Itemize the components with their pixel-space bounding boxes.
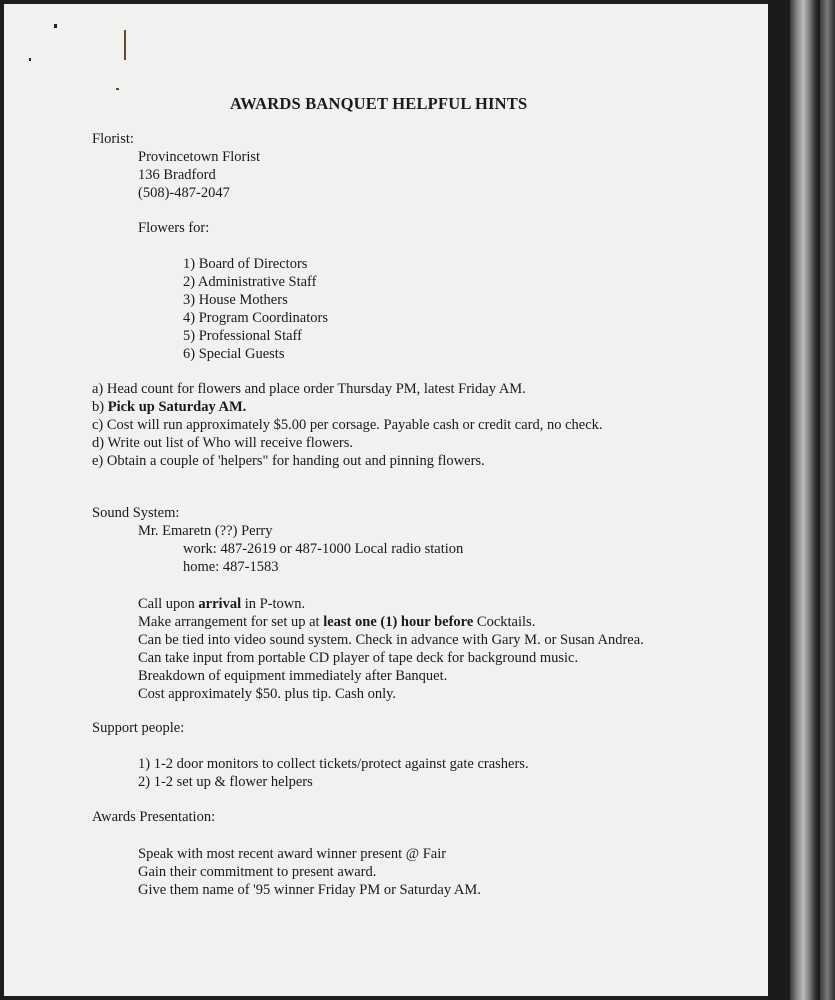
bold-text: least one (1) hour before [323, 614, 474, 630]
sound-work-phone: work: 487-2619 or 487-1000 Local radio station [183, 541, 464, 557]
sound-home-phone: home: 487-1583 [183, 559, 279, 575]
sound-cost-note: Cost approximately $50. plus tip. Cash only. [138, 686, 397, 702]
page-title: AWARDS BANQUET HELPFUL HINTS [230, 94, 528, 113]
sound-setup-note [138, 614, 535, 631]
recipient-item: 1) Board of Directors [183, 256, 308, 272]
florist-note-e: e) Obtain a couple of 'helpers" for handing out and pinning flowers. [92, 453, 485, 469]
section-heading-sound: Sound System: [92, 505, 180, 521]
scan-mark [54, 24, 57, 28]
florist-address: 136 Bradford [138, 167, 216, 183]
florist-note-a: a) Head count for flowers and place order Thursday PM, latest Friday AM. [92, 381, 526, 397]
awards-item: Gain their commitment to present award. [138, 864, 377, 880]
bold-text: arrival [198, 596, 242, 612]
recipient-item: 3) House Mothers [183, 292, 288, 308]
recipient-item: 4) Program Coordinators [183, 310, 328, 326]
florist-phone: (508)-487-2047 [138, 185, 230, 201]
sound-contact: Mr. Emaretn (??) Perry [138, 523, 273, 539]
awards-item: Speak with most recent award winner present @ Fair [138, 846, 447, 862]
flowers-for-label: Flowers for: [138, 220, 210, 236]
binder-spine [790, 0, 820, 1000]
note-prefix: b) [92, 399, 108, 415]
florist-name: Provincetown Florist [138, 149, 261, 165]
text: Make arrangement for set up at [138, 614, 324, 630]
section-heading-florist: Florist: [92, 131, 134, 147]
text: in P-town. [241, 596, 306, 612]
text: Call upon [138, 596, 199, 612]
sound-call-note [138, 596, 305, 613]
binder-edge [768, 0, 790, 1000]
scan-mark [124, 30, 126, 60]
note-bold-text: Pick up Saturday AM. [107, 399, 247, 415]
recipient-item: 2) Administrative Staff [183, 274, 317, 290]
florist-note-b [92, 399, 246, 416]
sound-breakdown-note: Breakdown of equipment immediately after Banquet. [138, 668, 448, 684]
florist-note-c: c) Cost will run approximately $5.00 per corsage. Payable cash or credit card, no check. [92, 417, 603, 433]
recipient-item: 6) Special Guests [183, 346, 285, 362]
binder-outer-edge [820, 0, 835, 1000]
text: Cocktails. [473, 614, 536, 630]
section-heading-support: Support people: [92, 720, 185, 736]
support-item: 1) 1-2 door monitors to collect tickets/protect against gate crashers. [138, 756, 529, 772]
support-item: 2) 1-2 set up & flower helpers [138, 774, 313, 790]
section-heading-awards: Awards Presentation: [92, 809, 216, 825]
scan-mark [116, 88, 119, 90]
florist-note-d: d) Write out list of Who will receive flowers. [92, 435, 354, 451]
sound-video-note: Can be tied into video sound system. Check in advance with Gary M. or Susan Andrea. [138, 632, 644, 648]
sound-input-note: Can take input from portable CD player of tape deck for background music. [138, 650, 579, 666]
recipient-item: 5) Professional Staff [183, 328, 302, 344]
awards-item: Give them name of '95 winner Friday PM or Saturday AM. [138, 882, 481, 898]
scan-mark [29, 58, 31, 61]
